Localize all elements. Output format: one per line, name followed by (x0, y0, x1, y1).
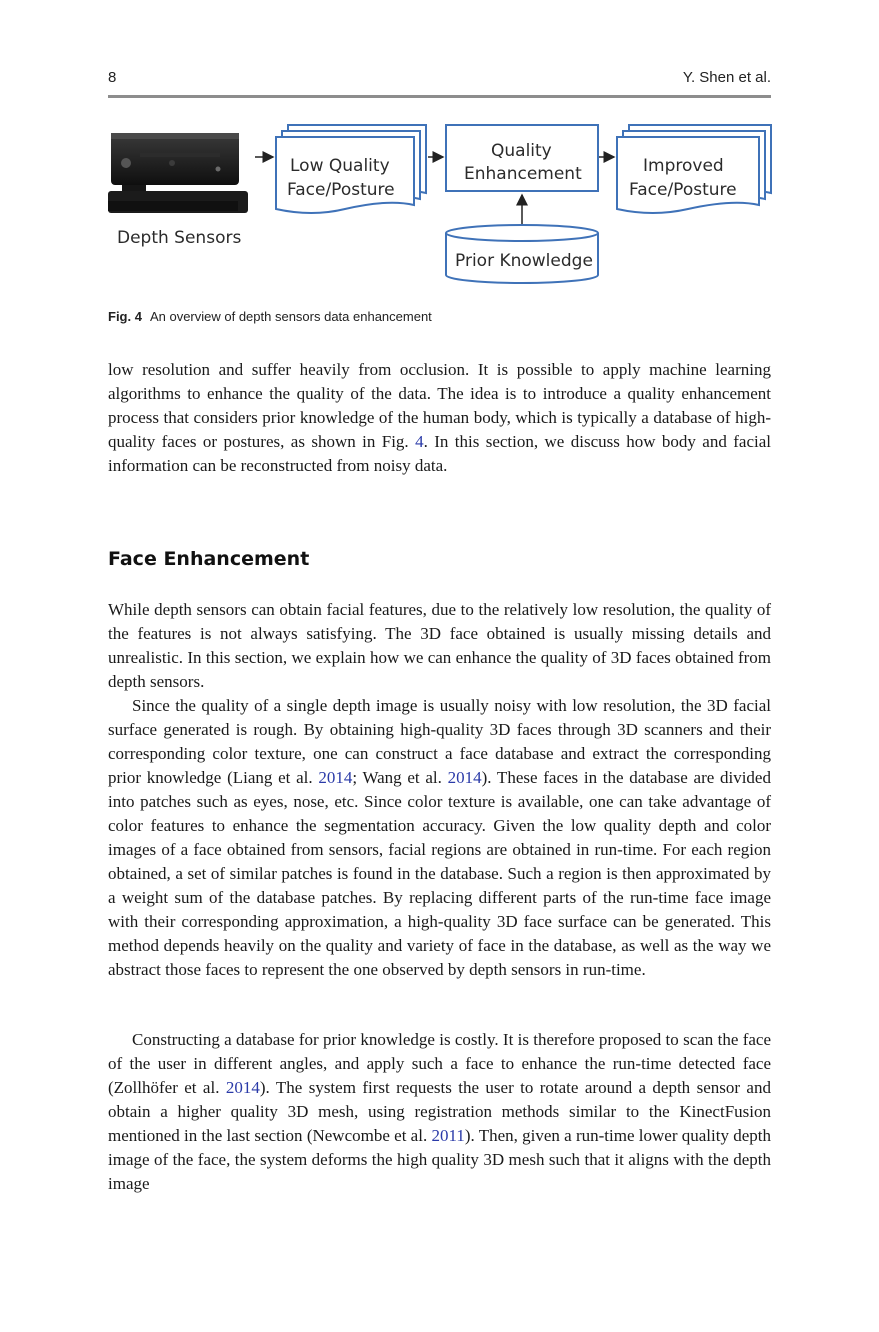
page-number: 8 (108, 69, 117, 86)
output-label-line2: Face/Posture (629, 180, 737, 200)
citation-link-zollhofer[interactable]: 2014 (225, 1078, 260, 1097)
caption-text: An overview of depth sensors data enhancement (149, 309, 432, 324)
knowledge-label: Prior Knowledge (455, 251, 593, 271)
citation-link-liang[interactable]: 2014 (318, 768, 353, 787)
citation-link-newcombe[interactable]: 2011 (431, 1126, 465, 1145)
paragraph-2: While depth sensors can obtain facial features, due to the relatively low resolution, the quality of the features is not always satisfying. The 3D face obtained is usually missing details and unrealistic. In this section, we explain how we can enhance the quality of 3D faces obtained from depth sensors. (108, 600, 771, 691)
process-label-line2: Enhancement (464, 164, 582, 184)
depth-sensor-device (108, 133, 248, 213)
paragraph-3 (108, 694, 771, 982)
paragraph-4-text-b: ). The system first requests the user to rotate around a depth sensor and obtain a higher quality 3D mesh, using registration methods similar to the KinectFusion mentioned in the last section (Newcombe et al. (108, 1078, 771, 1145)
input-label-line1: Low Quality (290, 156, 390, 176)
paragraph-4 (108, 1028, 771, 1196)
sensor-label: Depth Sensors (117, 228, 242, 248)
paragraph-3-text-c: ). These faces in the database are divided into patches such as eyes, nose, etc. Since color texture is available, one can take advantage of color features to enhance the segmentation accuracy. Given the low quality depth and color images of a face obtained from sensors, facial regions are obtained in run-time. For each region obtained, a set of similar patches is found in the database. Such a region is then approximated by a weight sum of the database patches. By replacing different parts of the run-time face image with their corresponding approximation, a high-quality 3D face surface can be generated. This method depends heavily on the quality and variety of face in the database, as well as the way we abstract those faces to represent the one observed by depth sensors in run-time. (108, 768, 771, 979)
caption-label: Fig. 4 (108, 309, 142, 324)
paragraph-1-text-a: low resolution and suffer heavily from occlusion. It is possible to apply machine learning algorithms to enhance the quality of the data. The idea is to introduce a quality enhancement process that considers prior knowledge of the human body, which is typically a database of high-quality faces or postures, as shown in Fig. (108, 360, 771, 451)
figure-caption (108, 309, 432, 324)
page-header (108, 66, 771, 90)
paragraph-4-text-a: Constructing a database for prior knowledge is costly. It is therefore proposed to scan the face of the user in different angles, and apply such a face to enhance the run-time detected face (Zollhöfer et al. (108, 1030, 771, 1097)
figure-4 (100, 115, 780, 295)
enhancement-diagram (100, 115, 780, 295)
header-rule (108, 95, 771, 98)
paragraph-3-text-b: ; Wang et al. (352, 768, 448, 787)
process-label-line1: Quality (491, 141, 552, 161)
paragraph-1 (108, 358, 771, 478)
paragraph-3-text-a: Since the quality of a single depth image is usually noisy with low resolution, the 3D facial surface generated is rough. By obtaining high-quality 3D faces through 3D scanners and their corresponding color texture, one can construct a face database and extract the corresponding prior knowledge (Liang et al. (108, 696, 771, 787)
citation-link-wang[interactable]: 2014 (447, 768, 482, 787)
section-heading: Face Enhancement (108, 548, 310, 570)
running-head: Y. Shen et al. (682, 69, 771, 86)
output-label-line1: Improved (643, 156, 724, 176)
input-label-line2: Face/Posture (287, 180, 395, 200)
paragraph-4-text-c: ). Then, given a run-time lower quality depth image of the face, the system deforms the high quality 3D mesh such that it aligns with the depth image (108, 1126, 771, 1193)
paragraph-1-text-b: . In this section, we discuss how body and facial information can be reconstructed from noisy data. (108, 432, 771, 475)
figure-ref-link[interactable]: 4 (415, 432, 424, 451)
